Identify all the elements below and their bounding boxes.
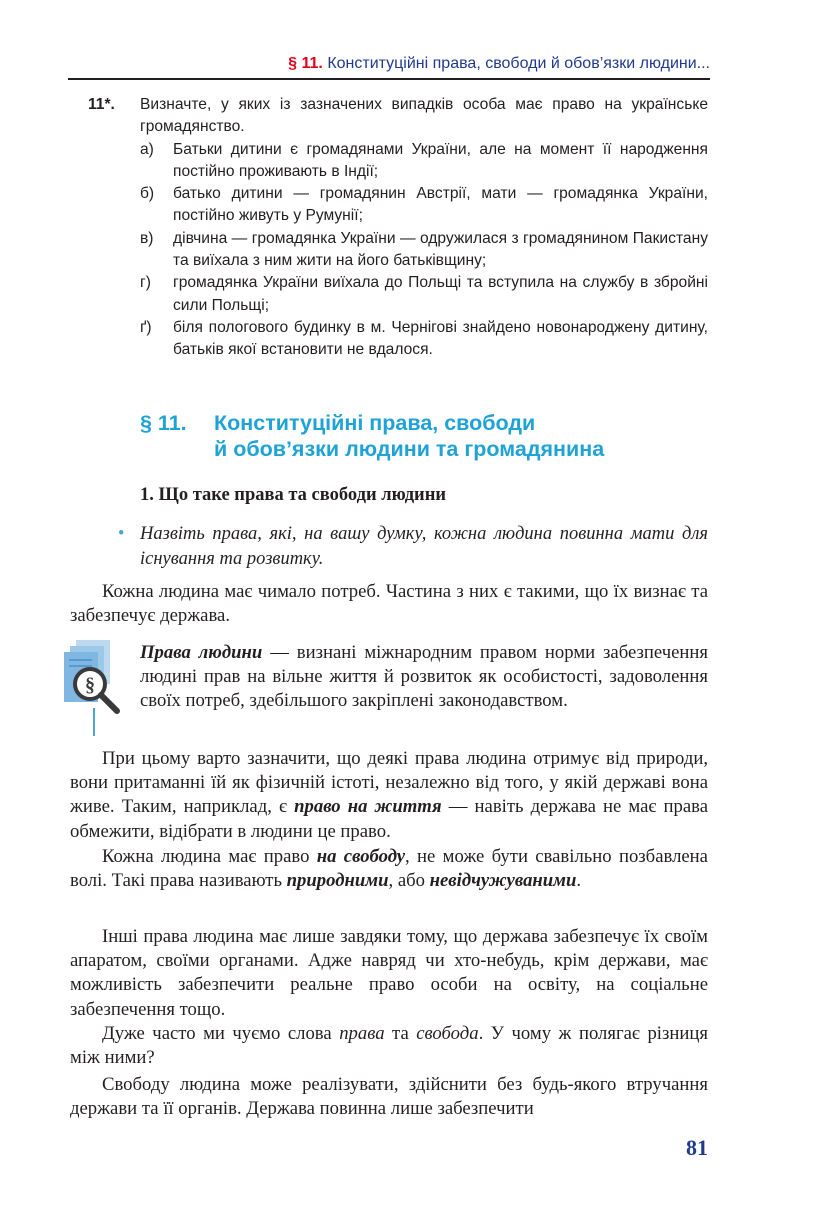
term-inalienable: невідчужуваними	[429, 870, 577, 892]
paragraph-difference: Дуже часто ми чуємо слова права та свобода. У чому ж полягає різниця між ними?	[70, 1023, 708, 1069]
exercise-option	[140, 228, 708, 273]
running-head	[68, 54, 710, 74]
running-head-section: § 11.	[288, 55, 323, 72]
section-title-line2: й обов’язки людини та громадянина	[214, 437, 605, 461]
term-freedom: на свободу	[316, 846, 406, 867]
term-right-to-life: право на життя	[294, 796, 442, 818]
section-title-line1: Конституційні права, свободи	[214, 411, 536, 435]
term-liberty: свобода	[416, 1023, 479, 1044]
paragraph-liberty: Свободу людина може реалізувати, здійснити без будь-якого втручання держави та її органів. Держава повинна лише забезпечити	[70, 1074, 708, 1120]
exercise	[88, 94, 708, 362]
header-rule	[68, 78, 710, 80]
exercise-task: Визначте, у яких із зазначених випадків особа має право на українське громадянство.	[140, 96, 708, 136]
option-letter: а)	[140, 140, 154, 158]
definition-text: — визнані міжнародним правом норми забезпечення людині прав на вільне життя й розвиток як особистості, задоволення своїх потреб, здебільшого закріплені законодавством.	[140, 642, 708, 712]
section-title	[140, 410, 720, 462]
question-text: Назвіть права, які, на вашу думку, кожна людина повинна мати для існування та розвитку.	[140, 524, 708, 569]
bullet-icon: •	[118, 524, 125, 544]
exercise-number: 11*.	[88, 96, 115, 113]
option-letter: ґ)	[140, 318, 152, 336]
exercise-option	[140, 272, 708, 317]
page-number: 81	[686, 1135, 708, 1160]
paragraph-freedom: Кожна людина має право на свободу, не може бути свавільно позбавлена волі. Такі права називають природними, або невідчужуваними.	[70, 846, 708, 892]
option-text: дівчина — громадянка України — одружилася з громадянином Пакистану та виїхала з ним жити на його батьківщину;	[173, 229, 708, 270]
exercise-option	[140, 317, 708, 362]
option-letter: в)	[140, 229, 154, 247]
option-text: громадянка України виїхала до Польщі та вступила на службу в збройні сили Польщі;	[173, 274, 708, 314]
subsection-title: 1. Що таке права та свободи людини	[140, 485, 447, 505]
definition-term: Права людини	[140, 642, 263, 663]
option-letter: б)	[140, 185, 155, 203]
paragraph-state-rights: Інші права людина має лише завдяки тому, що держава забезпечує їх своїм апаратом, своїми органами. Адже навряд чи хто-небудь, крім держави, має можливість забезпечити реальне право особи на освіту, на соціальне забезпечення тощо.	[70, 926, 708, 1020]
question	[118, 522, 708, 572]
paragraph-intro: Кожна людина має чимало потреб. Частина з них є такими, що їх визнає та забезпечує держава.	[70, 581, 708, 627]
document-paragraph-magnifier-icon	[62, 638, 126, 738]
option-text: Батьки дитини є громадянами України, але на момент її народження постійно проживають в Індії;	[173, 140, 708, 180]
option-letter: г)	[140, 274, 151, 292]
option-text: батько дитини — громадянин Австрії, мати — громадянка України, постійно живуть у Румунії;	[173, 185, 708, 225]
exercise-option	[140, 183, 708, 228]
definition	[140, 641, 708, 714]
paragraph-natural-rights: При цьому варто зазначити, що деякі права людина отримує від природи, вони притаманні їй як фізичній істоті, незалежно від того, у якій державі вона живе. Таким, наприклад, є право на життя — навіть держава не має права обмежити, відібрати в людини це право.	[70, 748, 708, 842]
term-natural: природними	[286, 870, 389, 892]
term-rights: права	[339, 1023, 385, 1044]
running-head-title: Конституційні права, свободи й обов’язки людини...	[327, 55, 710, 72]
exercise-option	[140, 139, 708, 184]
option-text: біля пологового будинку в м. Чернігові знайдено новонароджену дитину, батьків якої встановити не вдалося.	[173, 318, 708, 359]
section-number: § 11.	[140, 411, 187, 435]
svg-text:§: §	[85, 674, 95, 696]
